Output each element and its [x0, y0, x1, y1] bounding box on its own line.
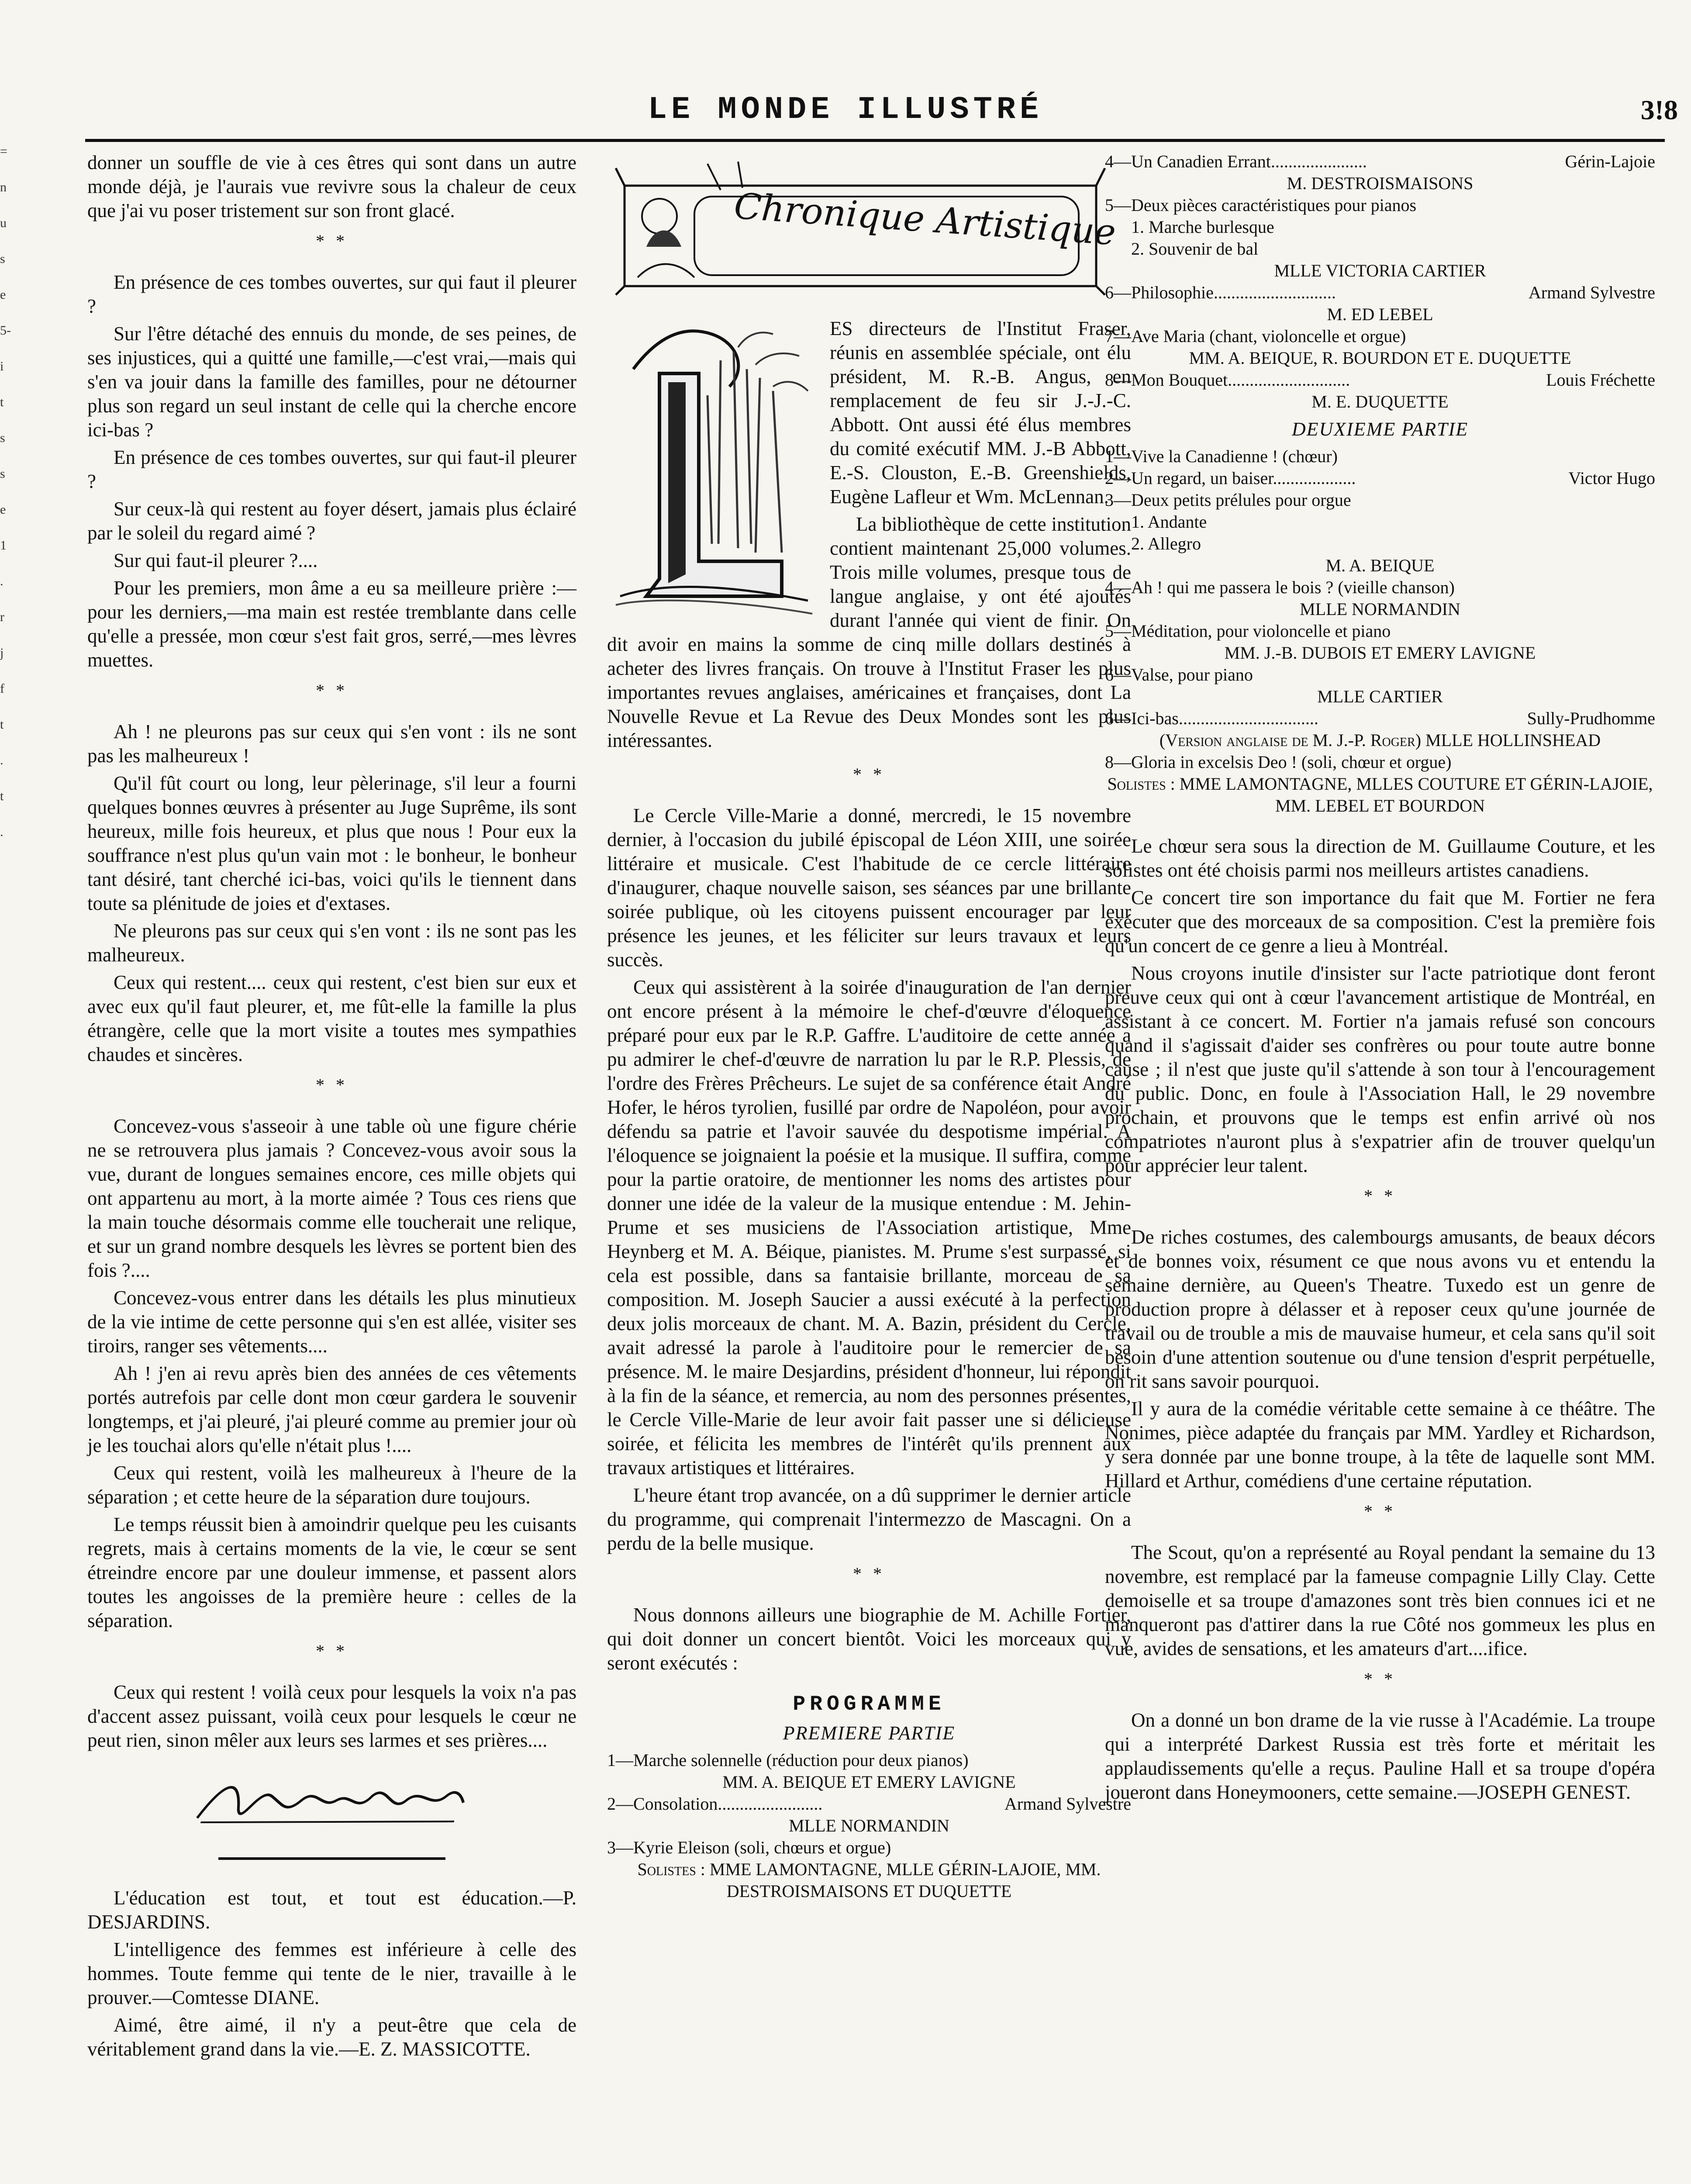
programme-subitem: 1. Marche burlesque	[1131, 217, 1274, 237]
paragraph: donner un souffle de vie à ces êtres qui sont dans un autre monde déjà, je l'aurais vue revivre sous la chaleur de ceux que j'ai vu poser tristement sur son front glacé.	[87, 152, 576, 221]
programme-performer: M. DESTROISMAISONS	[1287, 173, 1474, 193]
quote: L'intelligence des femmes est inférieure à celle des hommes. Toute femme qui tente de le nier, travaille à le prouver.—Comtesse DIANE.	[87, 1939, 576, 2008]
programme-performer: (Version anglaise de M. J.-P. Roger) MLLE HOLLINSHEAD	[1159, 730, 1601, 750]
programme-subitem: 1. Andante	[1131, 512, 1207, 532]
paragraph: Sur ceux-là qui restent au foyer désert, jamais plus éclairé par le soleil du regard aimé ?	[87, 498, 576, 544]
programme-item	[1105, 369, 1655, 413]
programme-title: 6—Ici-bas................................	[1105, 708, 1318, 728]
paragraph: Ceux qui restent, voilà les malheureux à l'heure de la séparation ; et cette heure de la séparation dure toujours.	[87, 1462, 576, 1508]
paragraph: Sur qui faut-il pleurer ?....	[114, 549, 318, 571]
reed-letter-l-icon	[607, 317, 817, 622]
paragraph: Concevez-vous s'asseoir à une table où une figure chérie ne se retrouvera plus jamais ? Concevez-vous avoir sous la vue, durant de longues semaines encore, ces mille objets qui ont appartenu au mort, à la morte aimée ? Tous ces riens que la main touche désormais comme elle toucherait une relique, et sur un grand nombre desquels les lèvres se portent bien des fois ?....	[87, 1115, 576, 1281]
paragraph: Qu'il fût court ou long, leur pèlerinage, s'il leur a fourni quelques bonnes œuvres à présenter au Juge Suprême, ils sont heureux, mille fois heureux, et plus que nous ! Pour eux la souffrance n'est plus qu'un vain mot : le bonheur, le bonheur tant désiré, tant cherché ici-bas, voici qu'ils le tiennent dans toute sa plénitude de joies et d'extases.	[87, 772, 576, 914]
margin-char: s	[0, 467, 5, 481]
programme-item	[1105, 577, 1655, 620]
chronique-artistique-banner	[607, 155, 1131, 299]
programme-item	[1105, 325, 1655, 369]
section-stars: * *	[316, 681, 348, 700]
programme-line	[1105, 369, 1655, 391]
margin-char: .	[0, 574, 3, 588]
programme-title: 1—Vive la Canadienne ! (chœur)	[1105, 446, 1338, 466]
paragraph: Nous croyons inutile d'insister sur l'acte patriotique dont feront preuve ceux qui ont à cœur l'avancement artistique de Montréal, en assistant à ce concert. M. Fortier n'a jamais refusé son concours quand il s'agissait d'aider ses confrères ou pour toute autre bonne cause ; il n'est que juste qu'il s'attende à son tour à l'encouragement du public. Donc, en foule à l'Association Hall, le 29 novembre prochain, et prouvons que le temps est enfin arrivé où nos compatriotes n'auront plus à s'expatrier afin de trouver quelqu'un pour apprécier leur talent.	[1105, 962, 1655, 1176]
programme-item	[1105, 708, 1655, 751]
header-rule	[85, 139, 1665, 142]
column-left	[87, 151, 576, 2065]
paragraph: La bibliothèque de cette institution contient maintenant 25,000 volumes. Trois mille volumes, presque tous de langue anglaise, y ont été ajoutés durant l'année qui vient de finir. On dit avoir en mains la somme de cinq mille dollars destinés à acheter des livres français. On trouve à l'Institut Fraser les plus importantes revues anglaises, américaines et françaises, dont La Nouvelle Revue et La Revue des Deux Mondes sont les plus intéressantes.	[607, 513, 1131, 751]
column-middle	[607, 151, 1131, 1902]
programme-author: Armand Sylvestre	[1004, 1794, 1131, 1814]
section-stars: * *	[316, 1075, 348, 1095]
programme-title: 6—Philosophie............................	[1105, 283, 1336, 302]
programme-author: Victor Hugo	[1568, 468, 1655, 488]
programme-performer: Solistes : MME LAMONTAGNE, MLLE GÉRIN-LAJOIE, MM. DESTROISMAISONS ET DUQUETTE	[637, 1859, 1101, 1901]
programme-performer: M. A. BEIQUE	[1325, 556, 1435, 575]
paragraph: Le chœur sera sous la direction de M. Guillaume Couture, et les solistes ont été choisis parmi nos meilleurs artistes canadiens.	[1105, 835, 1655, 881]
quote: L'éducation est tout, et tout est éducation.—P. DESJARDINS.	[87, 1887, 576, 1933]
margin-char: i	[0, 359, 4, 373]
margin-char: n	[0, 180, 7, 194]
programme-item	[1105, 151, 1655, 194]
author-signature	[81, 1770, 583, 1831]
section-stars: * *	[316, 231, 348, 251]
margin-char: .	[0, 753, 3, 767]
paragraph: The Scout, qu'on a représenté au Royal pendant la semaine du 13 novembre, est remplacé par la fameuse compagnie Lilly Clay. Cette demoiselle et sa troupe d'amazones sont très bien connues ici et ne manqueront pas d'attirer dans la rue Côté nos gommeux les plus en vue, avides de sensations, et les amateurs d'art....ifice.	[1105, 1541, 1655, 1659]
page-number: 3!8	[1640, 94, 1678, 125]
dropcap-section	[607, 317, 1131, 756]
programme-part-heading: DEUXIEME PARTIE	[1291, 418, 1469, 440]
paragraph: Le temps réussit bien à amoindrir quelque peu les cuisants regrets, mais à certains moments de la vie, le cœur se sent étreindre encore par une douleur immense, et passent alors toutes les angoisses de la première heure : celles de la séparation.	[87, 1514, 576, 1631]
programme-line	[1105, 664, 1655, 686]
programme-author: Louis Fréchette	[1546, 370, 1655, 390]
paragraph: Ce concert tire son importance du fait que M. Fortier ne fera exécuter que des morceaux de sa composition. C'est la première fois qu'un concert de ce genre a lieu à Montréal.	[1105, 887, 1655, 957]
programme-author: Gérin-Lajoie	[1565, 152, 1655, 171]
section-stars: * *	[316, 1641, 348, 1661]
paragraph: Nous donnons ailleurs une biographie de M. Achille Fortier, qui doit donner un concert bientôt. Voici les morceaux qui y seront exécutés :	[607, 1604, 1131, 1674]
paragraph: Ceux qui restent.... ceux qui restent, c'est bien sur eux et avec eux qu'il faut pleurer, et, me fût-elle la famille la plus étrangère, celle que la mort visite a toutes mes sympathies chaudes et sincères.	[87, 971, 576, 1065]
programme-heading: PROGRAMME	[793, 1693, 946, 1716]
programme-line	[1105, 282, 1655, 304]
divider-rule	[218, 1857, 445, 1860]
margin-char: t	[0, 789, 4, 803]
paragraph: En présence de ces tombes ouvertes, sur qui faut-il pleurer ?	[87, 446, 576, 492]
programme-author: Armand Sylvestre	[1529, 283, 1655, 302]
programme-line	[1105, 467, 1655, 489]
margin-char: s	[0, 431, 5, 445]
paragraph: Ah ! j'en ai revu après bien des années de ces vêtements portés autrefois par celle dont mon cœur gardera le souvenir longtemps, et j'ai pleuré, j'ai pleuré comme au premier jour où je les touchai alors qu'elle n'était plus !....	[87, 1362, 576, 1456]
margin-char: e	[0, 287, 6, 302]
programme-line	[1105, 620, 1655, 642]
programme-title: 8—Gloria in excelsis Deo ! (soli, chœur et orgue)	[1105, 752, 1452, 772]
programme-title: 4—Ah ! qui me passera le bois ? (vieille chanson)	[1105, 577, 1455, 597]
programme-line	[1105, 151, 1655, 173]
programme-performer: MM. A. BEIQUE, R. BOURDON ET E. DUQUETTE	[1189, 348, 1571, 368]
programme-line	[607, 1749, 1131, 1771]
margin-char: s	[0, 252, 5, 266]
programme-item	[1105, 489, 1655, 577]
margin-char: =	[0, 144, 7, 159]
margin-char: t	[0, 717, 4, 732]
paragraph: Ne pleurons pas sur ceux qui s'en vont : ils ne sont pas les malheureux.	[87, 920, 576, 966]
programme-title: 4—Un Canadien Errant......................	[1105, 152, 1367, 171]
programme-title: 3—Kyrie Eleison (soli, chœurs et orgue)	[607, 1838, 891, 1857]
programme-performer: MM. J.-B. DUBOIS ET EMERY LAVIGNE	[1224, 643, 1536, 663]
programme-item	[607, 1837, 1131, 1902]
margin-char: t	[0, 395, 4, 409]
programme-title: 2—Un regard, un baiser...................	[1105, 468, 1356, 488]
programme-line	[1105, 325, 1655, 347]
programme-title: 6—Valse, pour piano	[1105, 665, 1253, 684]
programme-title: 7—Ave Maria (chant, violoncelle et orgue)	[1105, 326, 1406, 346]
paragraph: Sur l'être détaché des ennuis du monde, de ses peines, de ses injustices, qui a quitté une famille,—c'est vrai,—mais qui s'en va jouir dans la famille des familles, pour ne détourner plus son regard un seul instant de celle qui la cherche encore ici-bas ?	[87, 323, 576, 441]
programme-line	[1105, 751, 1655, 773]
programme-performer: MM. A. BEIQUE ET EMERY LAVIGNE	[722, 1772, 1016, 1792]
programme-line	[1105, 489, 1655, 511]
margin-char: 5-	[0, 323, 11, 338]
paragraph: Ceux qui restent ! voilà ceux pour lesquels la voix n'a pas d'accent assez puissant, voilà ceux pour lesquels le cœur ne peut rien, sinon mêler aux leurs ses larmes et ses prières....	[87, 1681, 576, 1751]
paragraph: Pour les premiers, mon âme a eu sa meilleure prière :—pour les derniers,—ma main est restée tremblante dans celle qu'elle a pressée, mon cœur s'est fait gros, serré,—mes lèvres muettes.	[87, 577, 576, 671]
programme-line	[1105, 194, 1655, 216]
paragraph: Ceux qui assistèrent à la soirée d'inauguration de l'an dernier ont encore présent à la mémoire le chef-d'œuvre d'éloquence préparé pour eux par le R.P. Gaffre. L'auditoire de cette année a pu admirer le chef-d'œuvre de narration lu par le R.P. Plessis, de l'ordre des Frères Prêcheurs. Le sujet de sa conférence était André Hofer, le héros tyrolien, fusillé par ordre de Napoléon, pour avoir défendu sa patrie et l'avoir sauvée du despotisme impérial. A l'éloquence se joignaient la poésie et la musique. Il suffira, comme pour la partie oratoire, de mentionner les noms des artistes pour donner une idée de la valeur de la musique entendue : M. Jehin-Prume et ses musiciens de l'Association artistique, Mme Heynberg et M. A. Béique, pianistes. M. Prume s'est surpassé, si cela est possible, dans sa fantaisie brillante, morceau de sa composition. M. Joseph Saucier a aussi exécuté à la perfection deux jolis morceaux de chant. M. A. Bazin, président du Cercle, avait adressé la parole à l'auditoire pour le remercier de sa présence. M. le maire Desjardins, président d'honneur, lui répondit à la fin de la séance, et remercia, au nom des personnes présentes, le Cercle Ville-Marie de leur avoir fait passer une si délicieuse soirée, et félicita les membres de l'intérêt qu'ils prennent aux travaux artistiques et littéraires.	[607, 976, 1131, 1479]
programme-subitem: 2. Souvenir de bal	[1131, 239, 1259, 259]
programme-performer: M. E. DUQUETTE	[1311, 392, 1449, 411]
programme-performer: MLLE NORMANDIN	[1300, 599, 1460, 619]
programme-title: 5—Deux pièces caractéristiques pour pianos	[1105, 195, 1417, 215]
section-stars: * *	[1364, 1669, 1396, 1689]
programme-item	[1105, 282, 1655, 325]
programme-line	[1105, 708, 1655, 729]
programme-line	[607, 1837, 1131, 1859]
programme-item	[1105, 194, 1655, 282]
programme-item	[1105, 751, 1655, 817]
quote: Aimé, être aimé, il n'y a peut-être que cela de véritablement grand dans la vie.—E. Z. MASSICOTTE.	[87, 2014, 576, 2060]
section-stars: * *	[1364, 1501, 1396, 1521]
margin-char: f	[0, 681, 4, 696]
paragraph: On a donné un bon drame de la vie russe à l'Académie. La troupe qui a interprété Darkest Russia est très forte et méritait les applaudissements qu'elle a reçus. Pauline Hall et sa troupe d'opéra joueront dans Honeymooners, cette semaine.—JOSEPH GENEST.	[1105, 1709, 1655, 1803]
programme-performer: MLLE VICTORIA CARTIER	[1274, 261, 1486, 280]
section-stars: * *	[853, 764, 885, 784]
programme-item	[607, 1793, 1131, 1837]
programme-performer: MLLE CARTIER	[1317, 687, 1443, 706]
programme-line	[1105, 446, 1655, 467]
dropcap-l-illustration	[607, 317, 817, 622]
programme-performer: Solistes : MME LAMONTAGNE, MLLES COUTURE ET GÉRIN-LAJOIE, MM. LEBEL ET BOURDON	[1107, 774, 1653, 816]
programme-item	[1105, 620, 1655, 664]
programme-performer: M. ED LEBEL	[1327, 304, 1433, 324]
paragraph: Le Cercle Ville-Marie a donné, mercredi, le 15 novembre dernier, à l'occasion du jubilé épiscopal de Léon XIII, une soirée littéraire et musicale. C'est l'habitude de ce cercle littéraire d'inaugurer, chaque nouvelle saison, ses séances par une brillante soirée publique, où les citoyens puissent encourager par leur présence les jeunes, et les féliciter sur leurs travaux et leurs succès.	[607, 805, 1131, 971]
margin-char: 1	[0, 538, 7, 553]
programme-line	[607, 1793, 1131, 1815]
programme-title: 1—Marche solennelle (réduction pour deux pianos)	[607, 1750, 969, 1770]
section-stars: * *	[853, 1564, 885, 1583]
paragraph: Ah ! ne pleurons pas sur ceux qui s'en vont : ils ne sont pas les malheureux !	[87, 721, 576, 767]
programme-title: 5—Méditation, pour violoncelle et piano	[1105, 621, 1391, 641]
paragraph: Concevez-vous entrer dans les détails les plus minutieux de la vie intime de cette personne qui s'en est allée, visiter ses tiroirs, ranger ses vêtements....	[87, 1287, 576, 1357]
programme-line	[1105, 577, 1655, 598]
margin-bleed	[0, 144, 17, 2184]
paragraph: L'heure étant trop avancée, on a dû supprimer le dernier article du programme, qui comprenait l'intermezzo de Mascagni. On a perdu de la belle musique.	[607, 1484, 1131, 1554]
programme-author: Sully-Prudhomme	[1527, 708, 1655, 728]
programme-performer: MLLE NORMANDIN	[789, 1816, 949, 1835]
programme-part-heading: PREMIERE PARTIE	[783, 1722, 956, 1744]
programme-item	[1105, 446, 1655, 467]
paragraph: De riches costumes, des calembourgs amusants, de beaux décors et de bonnes voix, résument ce que nous avons vu et entendu la semaine dernière, au Queen's Theatre. Tuxedo est un genre de production propre à délasser et à reposer ceux qu'une journée de travail ou de trouble a mis de mauvaise humeur, et cela sans qu'il soit besoin d'une attention soutenue ou d'une tension d'esprit perpétuelle, on rit sans savoir pourquoi.	[1105, 1226, 1655, 1392]
programme-subitem: 2. Allegro	[1131, 534, 1201, 553]
paragraph: En présence de ces tombes ouvertes, sur qui faut il pleurer ?	[87, 271, 576, 317]
newspaper-title: LE MONDE ILLUSTRÉ	[648, 92, 1043, 128]
programme-title: 8—Mon Bouquet............................	[1105, 370, 1350, 390]
programme-title: 3—Deux petits prélules pour orgue	[1105, 490, 1351, 510]
programme-title: 2—Consolation........................	[607, 1794, 823, 1814]
margin-char: r	[0, 610, 4, 624]
programme-item	[1105, 467, 1655, 489]
margin-char: j	[0, 646, 4, 660]
paragraph: ES directeurs de l'Institut Fraser, réunis en assemblée spéciale, ont élu président, M. R.-B. Angus, en remplacement de feu sir J.-J.-C. Abbott. Ont aussi été élus membres du comité exécutif MM. J.-B Abbott, E.-S. Clouston, E.-B. Greenshields, Eugène Lafleur et Wm. McLennan.	[830, 318, 1131, 508]
signature-scrawl	[190, 1770, 474, 1831]
column-right	[1105, 151, 1655, 1808]
programme-item	[1105, 664, 1655, 708]
margin-char: u	[0, 216, 7, 230]
paragraph: Il y aura de la comédie véritable cette semaine à ce théâtre. The Nonimes, pièce adaptée du français par MM. Yardley et Richardson, y sera donnée par une bonne troupe, à la tête de laquelle sont MM. Hillard et Arthur, comédiens d'une certaine réputation.	[1105, 1398, 1655, 1492]
banner-title: Chronique Artistique	[732, 185, 1117, 254]
margin-char: e	[0, 502, 6, 517]
programme-item	[607, 1749, 1131, 1793]
margin-char: .	[0, 825, 3, 839]
section-stars: * *	[1364, 1186, 1396, 1206]
